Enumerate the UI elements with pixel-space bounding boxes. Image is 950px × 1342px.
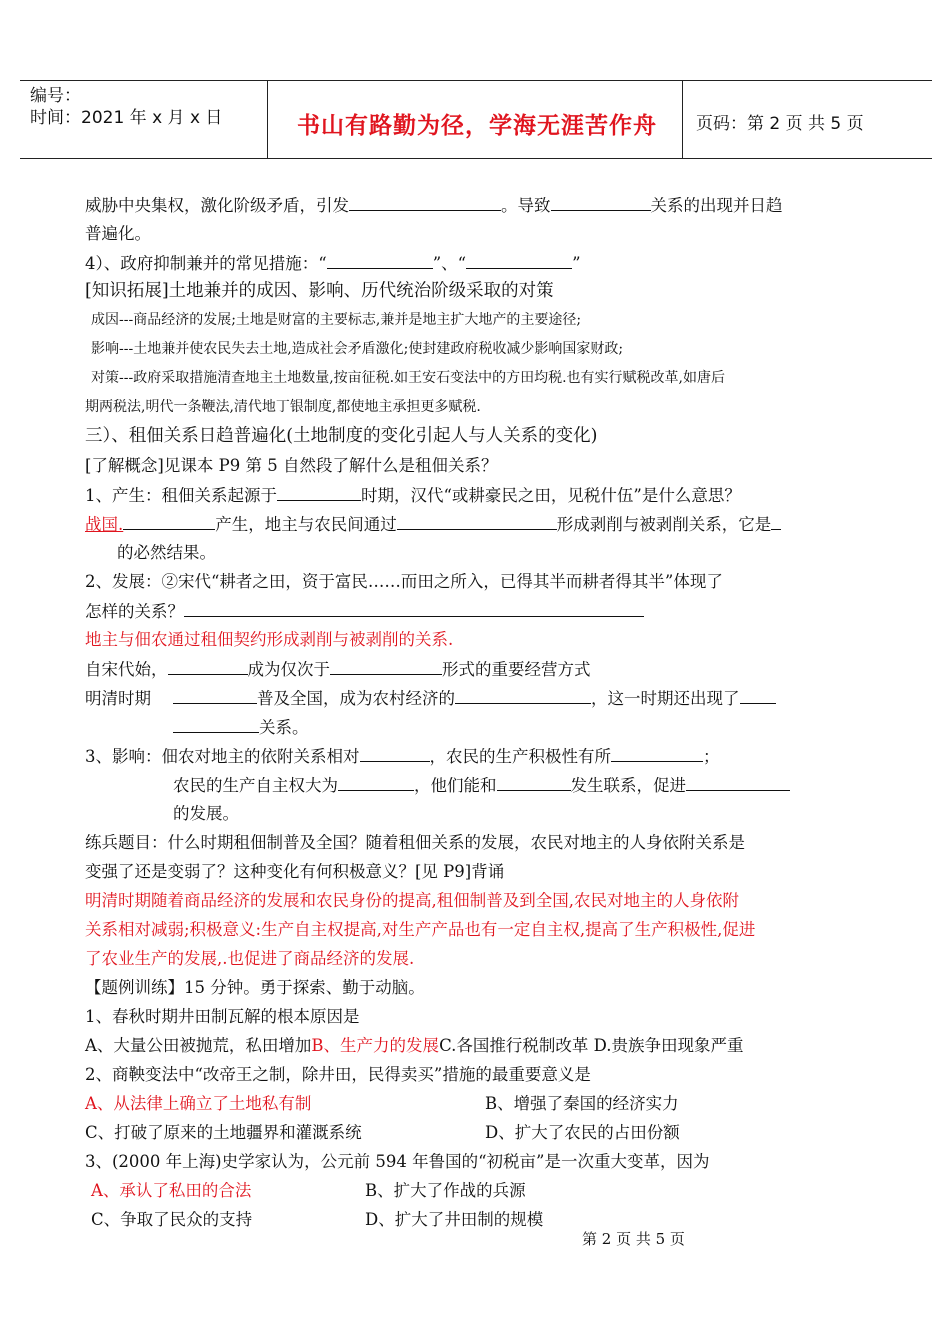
text-segment: 时期，汉代“或耕豪民之田，见税什伍”是什么意思？ [361, 486, 741, 505]
text-segment: 威胁中央集权，激化阶级矛盾，引发 [85, 196, 349, 215]
option-text: C、争取了民众的支持 [91, 1210, 253, 1229]
answer-line: 了农业生产的发展,.也促进了商品经济的发展. [85, 949, 415, 968]
fill-blank [349, 190, 501, 211]
option-text: C、打破了原来的土地疆界和灌溉系统 [85, 1123, 362, 1142]
text-line: 普遍化。 [85, 224, 151, 243]
fill-blank [497, 770, 571, 791]
text-line: 的发展。 [173, 804, 239, 823]
fill-blank [168, 654, 248, 675]
text-segment: 形式的重要经营方式 [442, 660, 591, 679]
options-line [85, 1176, 885, 1205]
answer-text: 战国. [85, 515, 124, 534]
options-line [85, 1089, 885, 1118]
text-line [85, 741, 885, 770]
fill-blank [184, 596, 644, 617]
question-line: 2、商鞅变法中“改帝王之制，除井田，民得卖买”措施的最重要意义是 [85, 1065, 591, 1084]
text-line: 期两税法,明代一条鞭法,清代地丁银制度,都使地主承担更多赋税. [85, 399, 481, 415]
text-line [85, 654, 885, 683]
option-text: C.各国推行税制改革 D.贵族争田现象严重 [439, 1036, 744, 1055]
fill-blank [397, 509, 557, 530]
text-segment: 。导致 [501, 196, 551, 215]
text-segment: ”、“ [432, 254, 467, 273]
options-line [85, 1118, 885, 1147]
text-line: 的必然结果。 [117, 543, 216, 562]
text-line [85, 190, 885, 219]
text-segment: 形成剥削与被剥削关系，它是 [556, 515, 772, 534]
fill-blank [327, 248, 433, 269]
knowledge-heading: [知识拓展]土地兼并的成因、影响、历代统治阶级采取的对策 [85, 281, 554, 301]
text-line [85, 596, 885, 625]
text-segment: ； [703, 747, 720, 766]
fill-blank [611, 741, 703, 762]
text-line: 影响---土地兼并使农民失去土地,造成社会矛盾激化;使封建政府税收减少影响国家财政; [91, 341, 624, 357]
text-segment: 普及全国，成为农村经济的 [257, 689, 455, 708]
text-segment: ，他们能和 [414, 776, 497, 795]
text-segment: ” [572, 254, 581, 273]
fill-blank [740, 683, 776, 704]
fill-blank [330, 654, 442, 675]
text-segment: 怎样的关系？ [85, 602, 184, 621]
text-segment: 明清时期 [85, 689, 151, 708]
fill-blank [123, 509, 215, 530]
options-line [85, 1031, 885, 1060]
time-label: 时间：2021 年 x 月 x 日 [30, 108, 223, 128]
option-text: D、扩大了井田制的规模 [365, 1210, 544, 1229]
text-segment: 发生联系，促进 [570, 776, 686, 795]
answer-line: 地主与佃农通过租佃契约形成剥削与被剥削的关系. [85, 630, 454, 649]
text-segment: ，这一时期还出现了 [591, 689, 740, 708]
text-line [85, 480, 885, 509]
question-line: 1、春秋时期井田制瓦解的根本原因是 [85, 1007, 360, 1026]
text-segment: ，农民的生产积极性有所 [429, 747, 611, 766]
page-header [20, 80, 932, 159]
option-text: A、大量公田被抛荒，私田增加 [85, 1036, 312, 1055]
header-motto: 书山有路勤为径，学海无涯苦作舟 [297, 113, 657, 139]
number-label: 编号： [30, 86, 81, 106]
text-line [85, 509, 885, 538]
section-heading: 三）、租佃关系日趋普遍化(土地制度的变化引起人与人关系的变化) [85, 426, 598, 446]
fill-blank [551, 190, 651, 211]
text-line [85, 770, 885, 799]
header-divider [682, 81, 683, 158]
text-segment: 1、产生：租佃关系起源于 [85, 486, 277, 505]
document-body [85, 190, 885, 1234]
text-line: [了解概念]见课本 P9 第 5 自然段了解什么是租佃关系？ [85, 456, 498, 475]
question-line: 3、(2000 年上海)史学家认为，公元前 594 年鲁国的“初税亩”是一次重大变革，因为 [85, 1152, 710, 1171]
text-line [85, 683, 885, 712]
option-text: D、扩大了农民的占田份额 [485, 1123, 680, 1142]
option-text: B、增强了秦国的经济实力 [485, 1094, 679, 1113]
answer-line: 关系相对减弱;积极意义:生产自主权提高,对生产产品也有一定自主权,提高了生产积极性,促进 [85, 920, 756, 939]
text-line: 变强了还是变弱了？这种变化有何积极意义？[见 P9]背诵 [85, 862, 505, 881]
text-segment: 成为仅次于 [247, 660, 330, 679]
answer-option: B、生产力的发展 [311, 1036, 440, 1055]
header-meta [30, 85, 222, 129]
option-text: B、扩大了作战的兵源 [365, 1181, 526, 1200]
fill-blank [173, 712, 259, 733]
answer-line: 明清时期随着商品经济的发展和农民身份的提高,租佃制普及到全国,农民对地主的人身依附 [85, 891, 739, 910]
options-line [85, 1205, 885, 1234]
text-segment: 产生，地主与农民间通过 [215, 515, 397, 534]
text-line: 练兵题目：什么时期租佃制普及全国？随着租佃关系的发展，农民对地主的人身依附关系是 [85, 833, 745, 852]
fill-blank [686, 770, 790, 791]
fill-blank [338, 770, 414, 791]
text-segment: 4）、政府抑制兼并的常见措施：“ [85, 254, 327, 273]
fill-blank [360, 741, 430, 762]
text-segment: 自宋代始， [85, 660, 168, 679]
fill-blank [455, 683, 591, 704]
text-line [85, 712, 885, 741]
fill-blank [277, 480, 361, 501]
text-segment: 关系的出现并日趋 [650, 196, 783, 215]
answer-option: A、从法律上确立了土地私有制 [85, 1094, 312, 1113]
fill-blank [173, 683, 257, 704]
page-footer: 第 2 页 共 5 页 [582, 1230, 685, 1248]
text-line: 2、发展：②宋代“耕者之田，资于富民……而田之所入，已得其半而耕者得其半”体现了 [85, 572, 723, 591]
text-segment: 农民的生产自主权大为 [173, 776, 338, 795]
answer-option: A、承认了私田的合法 [91, 1181, 252, 1200]
text-line [85, 248, 885, 277]
fill-blank [466, 248, 572, 269]
text-line: 对策---政府采取措施清查地主土地数量,按亩征税.如王安石变法中的方田均税.也有实行赋税改革,如唐后 [91, 370, 725, 386]
text-segment: 关系。 [259, 718, 309, 737]
fill-blank [771, 509, 781, 530]
text-segment: 3、影响：佃农对地主的依附关系相对 [85, 747, 360, 766]
page-code: 页码：第 2 页 共 5 页 [696, 114, 864, 134]
exercise-heading: 【题例训练】15 分钟。勇于探索、勤于动脑。 [85, 978, 425, 997]
text-line: 成因---商品经济的发展;土地是财富的主要标志,兼并是地主扩大地产的主要途径; [91, 312, 582, 328]
